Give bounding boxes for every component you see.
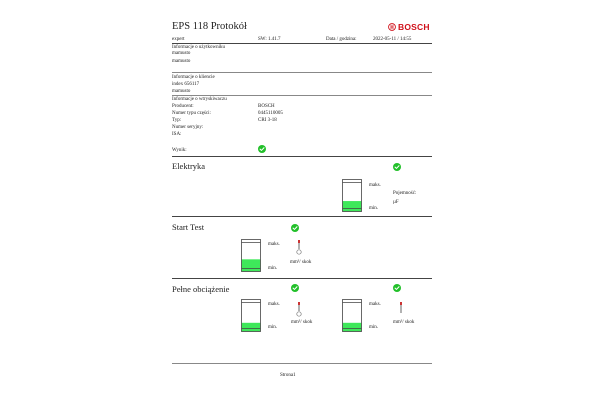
- full-load-max-label-2: maks.: [369, 302, 381, 307]
- user-info-line2: mamusto: [172, 59, 191, 64]
- full-load-unit-1: mm³/ skok: [291, 320, 313, 325]
- start-test-min-label: min.: [268, 266, 278, 271]
- divider: [172, 72, 432, 73]
- manufacturer-key: Producent:: [172, 104, 194, 109]
- capacity-label: Pojemność:: [393, 191, 417, 196]
- full-load-gauge-1: [241, 299, 261, 332]
- divider: [172, 95, 432, 96]
- capacity-unit: µF: [393, 200, 399, 205]
- start-test-gauge: [241, 239, 261, 272]
- elektryka-gauge: [342, 179, 362, 212]
- full-load-min-label-2: min.: [369, 325, 379, 330]
- start-test-injector-icon: [295, 239, 303, 256]
- isa-key: ISA:: [172, 132, 182, 137]
- part-number-value: 0445110005: [258, 111, 283, 116]
- date-label: Data / godzina:: [326, 37, 357, 42]
- full-load-gauge-2: [342, 299, 362, 332]
- brand-name: BOSCH: [398, 22, 430, 32]
- start-test-check-icon: [291, 224, 299, 232]
- full-load-injector-icon-2: [397, 301, 405, 318]
- elektryka-min-label: min.: [369, 206, 379, 211]
- client-info-label: Informacje o kliencie: [172, 75, 215, 80]
- user-info-label: Informacje o użytkowniku: [172, 45, 226, 50]
- full-load-min-label-1: min.: [268, 325, 278, 330]
- bosch-logo-icon: [388, 23, 396, 31]
- type-value: CRI 3-18: [258, 118, 277, 123]
- divider: [172, 216, 432, 217]
- elektryka-max-label: maks.: [369, 183, 381, 188]
- start-test-max-label: maks.: [268, 242, 280, 247]
- serial-number-key: Numer seryjny:: [172, 125, 204, 130]
- date-value: 2022-05-11 / 14:55: [373, 37, 412, 42]
- footer-divider: [172, 363, 432, 364]
- full-load-unit-2: mm³/ skok: [393, 320, 415, 325]
- client-info-line2: mamusto: [172, 89, 191, 94]
- page-number: Strona1: [280, 373, 296, 378]
- header-divider: [172, 43, 432, 44]
- full-load-check-icon-1: [291, 284, 299, 292]
- part-number-key: Numer typu części:: [172, 111, 211, 116]
- user-level: expert: [172, 37, 185, 42]
- user-info-line1: mamusto: [172, 51, 191, 56]
- section-title-elektryka: Elektryka: [172, 161, 206, 171]
- full-load-max-label-1: maks.: [268, 302, 280, 307]
- type-key: Typ:: [172, 118, 182, 123]
- page-title: EPS 118 Protokół: [172, 21, 247, 32]
- client-info-line1: index 656117: [172, 82, 200, 87]
- section-title-start-test: Start Test: [172, 222, 205, 232]
- manufacturer-value: BOSCH: [258, 104, 275, 109]
- injector-info-label: Informacje o wtryskiwaczu: [172, 97, 227, 102]
- result-check-icon: [258, 145, 266, 153]
- start-test-unit: mm³/ skok: [290, 260, 312, 265]
- full-load-injector-icon-1: [295, 301, 303, 318]
- software-version: SW: 1.41.7: [258, 37, 281, 42]
- divider: [172, 156, 432, 157]
- full-load-check-icon-2: [393, 284, 401, 292]
- elektryka-check-icon: [393, 163, 401, 171]
- section-title-full-load: Pełne obciążenie: [172, 284, 230, 294]
- result-label: Wynik:: [172, 148, 187, 153]
- divider: [172, 278, 432, 279]
